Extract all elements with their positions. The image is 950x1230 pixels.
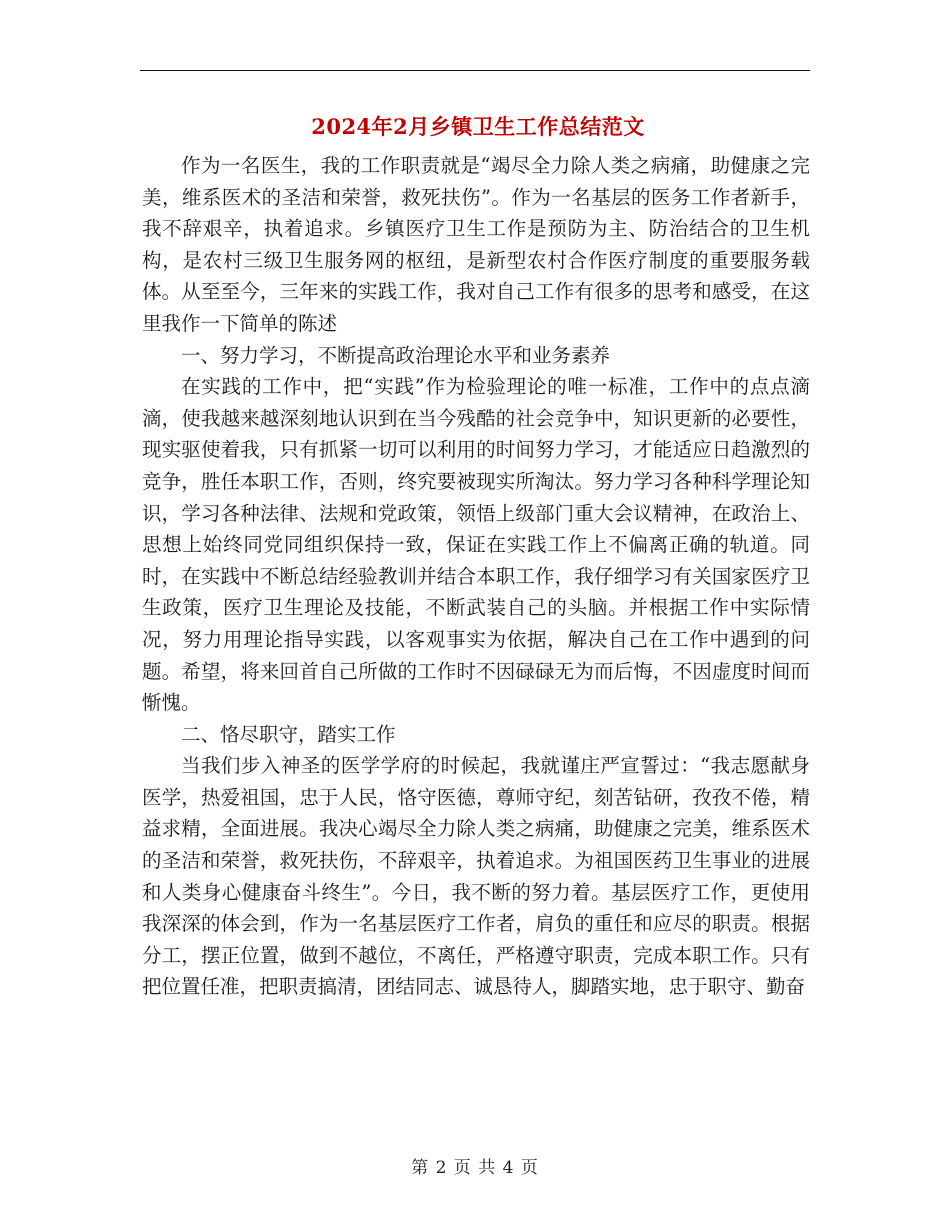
header-rule xyxy=(140,70,810,71)
section-heading-1: 一、努力学习，不断提高政治理论水平和业务素养 xyxy=(181,343,611,367)
paragraph-section-1: 在实践的工作中，把“实践”作为检验理论的唯一标准，工作中的点点滴滴，使我越来越深刻地认识到在当今残酷的社会竞争中，知识更新的必要性，现实驱使着我，只有抓紧一切可以利用的时间努力学习，才能适应日趋激烈的竞争，胜任本职工作，否则，终究要被现实所淘汰。努力学习各种科学理论知识，学习各种法律、法规和党政策，领悟上级部门重大会议精神，在政治上、思想上始终同党同组织保持一致，保证在实践工作上不偏离正确的轨道。同时，在实践中不断总结经验教训并结合本职工作，我仔细学习有关国家医疗卫生政策，医疗卫生理论及技能，不断武装自己的头脑。并根据工作中实际情况，努力用理论指导实践，以客观事实为依据，解决自己在工作中遇到的问题。希望，将来回首自己所做的工作时不因碌碌无为而后悔，不因虚度时间而惭愧。 xyxy=(142,375,810,715)
page-footer: 第 2 页 共 4 页 xyxy=(411,1158,539,1178)
document-title: 2024年2月乡镇卫生工作总结范文 xyxy=(311,114,645,139)
section-heading-2: 二、恪尽职守，踏实工作 xyxy=(181,722,396,746)
paragraph-intro: 作为一名医生，我的工作职责就是“竭尽全力除人类之病痛，助健康之完美，维系医术的圣洁和荣誉，救死扶伤”。作为一名基层的医务工作者新手，我不辞艰辛，执着追求。乡镇医疗卫生工作是预防为主、防治结合的卫生机构，是农村三级卫生服务网的枢纽，是新型农村合作医疗制度的重要服务载体。从至至今，三年来的实践工作，我对自己工作有很多的思考和感受，在这里我作一下简单的陈述 xyxy=(142,154,810,335)
document-page xyxy=(142,104,810,1003)
paragraph-section-2: 当我们步入神圣的医学学府的时候起，我就谨庄严宣誓过：“我志愿献身医学，热爱祖国，忠于人民，恪守医德，尊师守纪，刻苦钻研，孜孜不倦，精益求精，全面进展。我决心竭尽全力除人类之病痛，助健康之完美，维系医术的圣洁和荣誉，救死扶伤，不辞艰辛，执着追求。为祖国医药卫生事业的进展和人类身心健康奋斗终生”。今日，我不断的努力着。基层医疗工作，更使用我深深的体会到，作为一名基层医疗工作者，肩负的重任和应尽的职责。根据分工，摆正位置，做到不越位，不离任，严格遵守职责，完成本职工作。只有把位置任准，把职责搞清，团结同志、诚恳待人，脚踏实地，忠于职守、勤奋 xyxy=(142,754,810,999)
